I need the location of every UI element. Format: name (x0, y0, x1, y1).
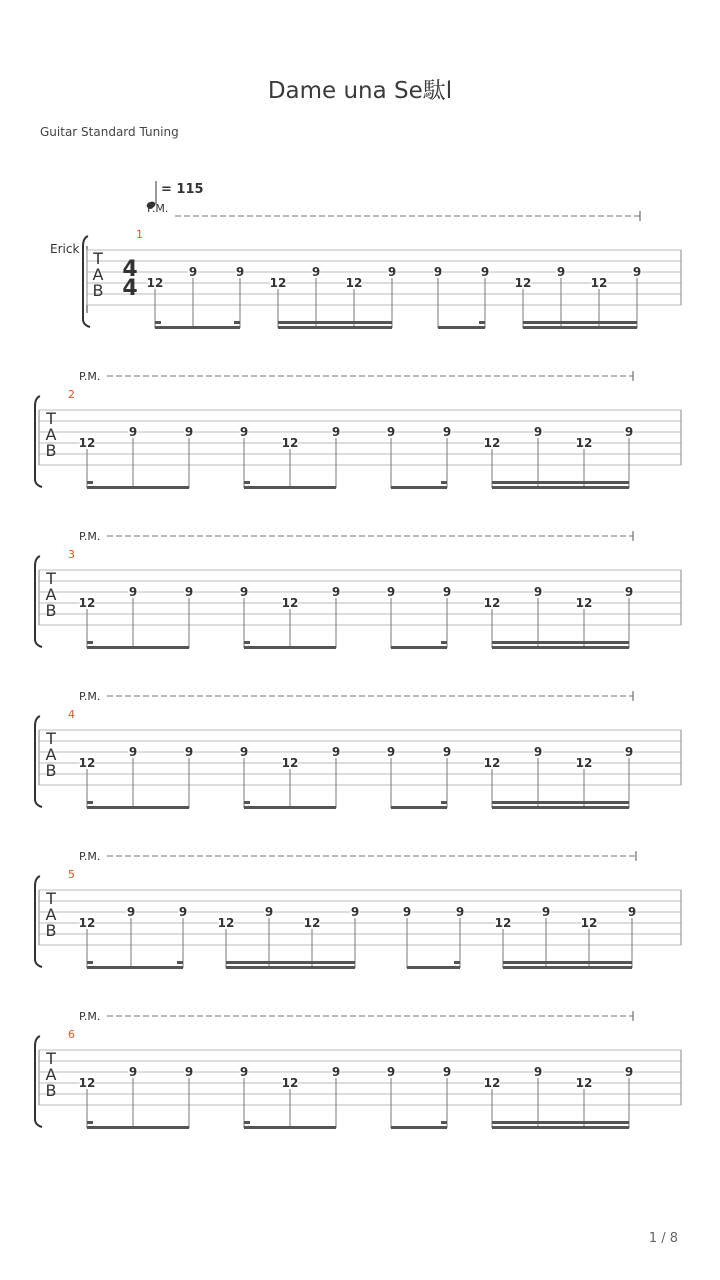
beam-eighth (492, 486, 629, 489)
fret-number: 9 (387, 265, 397, 279)
measure-number: 5 (68, 868, 75, 881)
beam-eighth (155, 326, 240, 329)
fret-number: 9 (126, 905, 136, 919)
fret-number: 12 (575, 596, 593, 610)
beam-sixteenth-stub (454, 961, 460, 964)
fret-number: 12 (281, 596, 299, 610)
fret-number: 9 (239, 1065, 249, 1079)
fret-number: 12 (575, 756, 593, 770)
fret-number: 9 (178, 905, 188, 919)
fret-number: 9 (331, 1065, 341, 1079)
beam-sixteenth-stub (441, 1121, 447, 1124)
fret-number: 9 (331, 425, 341, 439)
fret-number: 9 (188, 265, 198, 279)
beam-eighth (87, 966, 183, 969)
fret-number: 12 (483, 436, 501, 450)
beam-eighth (87, 486, 189, 489)
beam-sixteenth (492, 801, 629, 804)
beam-sixteenth-stub (155, 321, 161, 324)
beam-eighth (407, 966, 460, 969)
beam-sixteenth-stub (441, 481, 447, 484)
beam-eighth (391, 806, 447, 809)
beam-eighth (244, 486, 336, 489)
beam-eighth (503, 966, 632, 969)
beam-sixteenth-stub (244, 641, 250, 644)
beam-eighth (492, 806, 629, 809)
beam-eighth (492, 646, 629, 649)
measure-number: 1 (136, 228, 143, 241)
tab-clef-letter: B (45, 601, 57, 620)
fret-number: 9 (386, 1065, 396, 1079)
fret-number: 9 (235, 265, 245, 279)
fret-number: 9 (533, 425, 543, 439)
beam-eighth (492, 1126, 629, 1129)
fret-number: 9 (311, 265, 321, 279)
fret-number: 9 (541, 905, 551, 919)
fret-number: 12 (78, 1076, 96, 1090)
fret-number: 9 (239, 425, 249, 439)
fret-number: 9 (331, 585, 341, 599)
fret-number: 9 (624, 1065, 634, 1079)
fret-number: 12 (303, 916, 321, 930)
palm-mute-label: P.M. (79, 850, 101, 863)
tab-clef-letter: B (45, 1081, 57, 1100)
beam-sixteenth (492, 481, 629, 484)
measure-number: 2 (68, 388, 75, 401)
tab-clef-letter: A (45, 585, 57, 604)
beam-eighth (278, 326, 392, 329)
fret-number: 9 (128, 425, 138, 439)
fret-number: 12 (514, 276, 532, 290)
beam-sixteenth (503, 961, 632, 964)
time-signature-bottom: 4 (122, 276, 138, 301)
tempo-value: = 115 (161, 182, 204, 197)
fret-number: 9 (184, 1065, 194, 1079)
fret-number: 9 (632, 265, 642, 279)
fret-number: 12 (78, 436, 96, 450)
tab-clef-letter: T (93, 249, 103, 268)
fret-number: 9 (533, 745, 543, 759)
beam-sixteenth-stub (441, 641, 447, 644)
fret-number: 12 (146, 276, 164, 290)
beam-sixteenth (523, 321, 637, 324)
fret-number: 12 (78, 916, 96, 930)
tab-clef-letter: B (92, 281, 104, 300)
page-number: 1 / 8 (648, 1231, 678, 1246)
beam-eighth (438, 326, 485, 329)
beam-eighth (226, 966, 355, 969)
tab-clef-letter: T (46, 1049, 56, 1068)
fret-number: 12 (483, 756, 501, 770)
beam-eighth (244, 646, 336, 649)
palm-mute-label: P.M. (147, 202, 169, 215)
fret-number: 9 (442, 425, 452, 439)
fret-number: 9 (239, 585, 249, 599)
tab-clef-letter: A (45, 1065, 57, 1084)
fret-number: 9 (624, 585, 634, 599)
beam-eighth (391, 646, 447, 649)
beam-sixteenth-stub (441, 801, 447, 804)
fret-number: 12 (345, 276, 363, 290)
tab-clef-letter: A (45, 425, 57, 444)
fret-number: 12 (590, 276, 608, 290)
beam-sixteenth-stub (479, 321, 485, 324)
beam-sixteenth-stub (244, 1121, 250, 1124)
tab-clef-letter: A (45, 745, 57, 764)
beam-eighth (523, 326, 637, 329)
tab-clef-letter: T (46, 409, 56, 428)
fret-number: 12 (78, 596, 96, 610)
fret-number: 9 (386, 585, 396, 599)
fret-number: 12 (78, 756, 96, 770)
beam-eighth (87, 1126, 189, 1129)
beam-sixteenth-stub (87, 961, 93, 964)
fret-number: 9 (239, 745, 249, 759)
measure-number: 4 (68, 708, 75, 721)
beam-sixteenth (226, 961, 355, 964)
fret-number: 9 (533, 1065, 543, 1079)
beam-eighth (391, 486, 447, 489)
fret-number: 12 (281, 756, 299, 770)
fret-number: 9 (402, 905, 412, 919)
fret-number: 9 (442, 1065, 452, 1079)
fret-number: 12 (281, 436, 299, 450)
tuning-label: Guitar Standard Tuning (40, 125, 179, 139)
palm-mute-label: P.M. (79, 370, 101, 383)
beam-sixteenth-stub (87, 1121, 93, 1124)
fret-number: 9 (128, 1065, 138, 1079)
palm-mute-label: P.M. (79, 530, 101, 543)
fret-number: 9 (264, 905, 274, 919)
fret-number: 9 (350, 905, 360, 919)
fret-number: 9 (184, 745, 194, 759)
fret-number: 9 (624, 425, 634, 439)
measure-number: 3 (68, 548, 75, 561)
beam-eighth (87, 806, 189, 809)
palm-mute-label: P.M. (79, 1010, 101, 1023)
beam-sixteenth (278, 321, 392, 324)
measure-number: 6 (68, 1028, 75, 1041)
fret-number: 9 (442, 745, 452, 759)
fret-number: 9 (184, 425, 194, 439)
beam-sixteenth-stub (244, 801, 250, 804)
beam-eighth (244, 1126, 336, 1129)
beam-eighth (391, 1126, 447, 1129)
beam-sixteenth (492, 1121, 629, 1124)
palm-mute-label: P.M. (79, 690, 101, 703)
tab-clef-letter: A (92, 265, 104, 284)
track-name: Erick (50, 242, 80, 256)
fret-number: 9 (533, 585, 543, 599)
beam-sixteenth-stub (87, 641, 93, 644)
fret-number: 9 (184, 585, 194, 599)
time-signature-top: 4 (122, 257, 138, 282)
fret-number: 9 (128, 745, 138, 759)
fret-number: 9 (386, 745, 396, 759)
beam-sixteenth-stub (87, 481, 93, 484)
fret-number: 9 (480, 265, 490, 279)
fret-number: 9 (455, 905, 465, 919)
fret-number: 12 (269, 276, 287, 290)
beam-sixteenth-stub (177, 961, 183, 964)
fret-number: 9 (386, 425, 396, 439)
fret-number: 12 (483, 1076, 501, 1090)
fret-number: 9 (556, 265, 566, 279)
beam-eighth (87, 646, 189, 649)
tab-clef-letter: A (45, 905, 57, 924)
tab-clef-letter: B (45, 921, 57, 940)
score-title: Dame una Se駄l (267, 78, 453, 104)
fret-number: 9 (433, 265, 443, 279)
tab-clef-letter: T (46, 889, 56, 908)
beam-sixteenth-stub (87, 801, 93, 804)
fret-number: 12 (281, 1076, 299, 1090)
tab-clef-letter: B (45, 761, 57, 780)
tab-clef-letter: B (45, 441, 57, 460)
fret-number: 12 (217, 916, 235, 930)
fret-number: 9 (442, 585, 452, 599)
fret-number: 12 (575, 1076, 593, 1090)
beam-eighth (244, 806, 336, 809)
beam-sixteenth-stub (244, 481, 250, 484)
fret-number: 12 (483, 596, 501, 610)
fret-number: 12 (494, 916, 512, 930)
fret-number: 12 (575, 436, 593, 450)
fret-number: 9 (128, 585, 138, 599)
fret-number: 12 (580, 916, 598, 930)
beam-sixteenth-stub (234, 321, 240, 324)
fret-number: 9 (624, 745, 634, 759)
beam-sixteenth (492, 641, 629, 644)
tab-clef-letter: T (46, 729, 56, 748)
fret-number: 9 (627, 905, 637, 919)
tab-clef-letter: T (46, 569, 56, 588)
fret-number: 9 (331, 745, 341, 759)
